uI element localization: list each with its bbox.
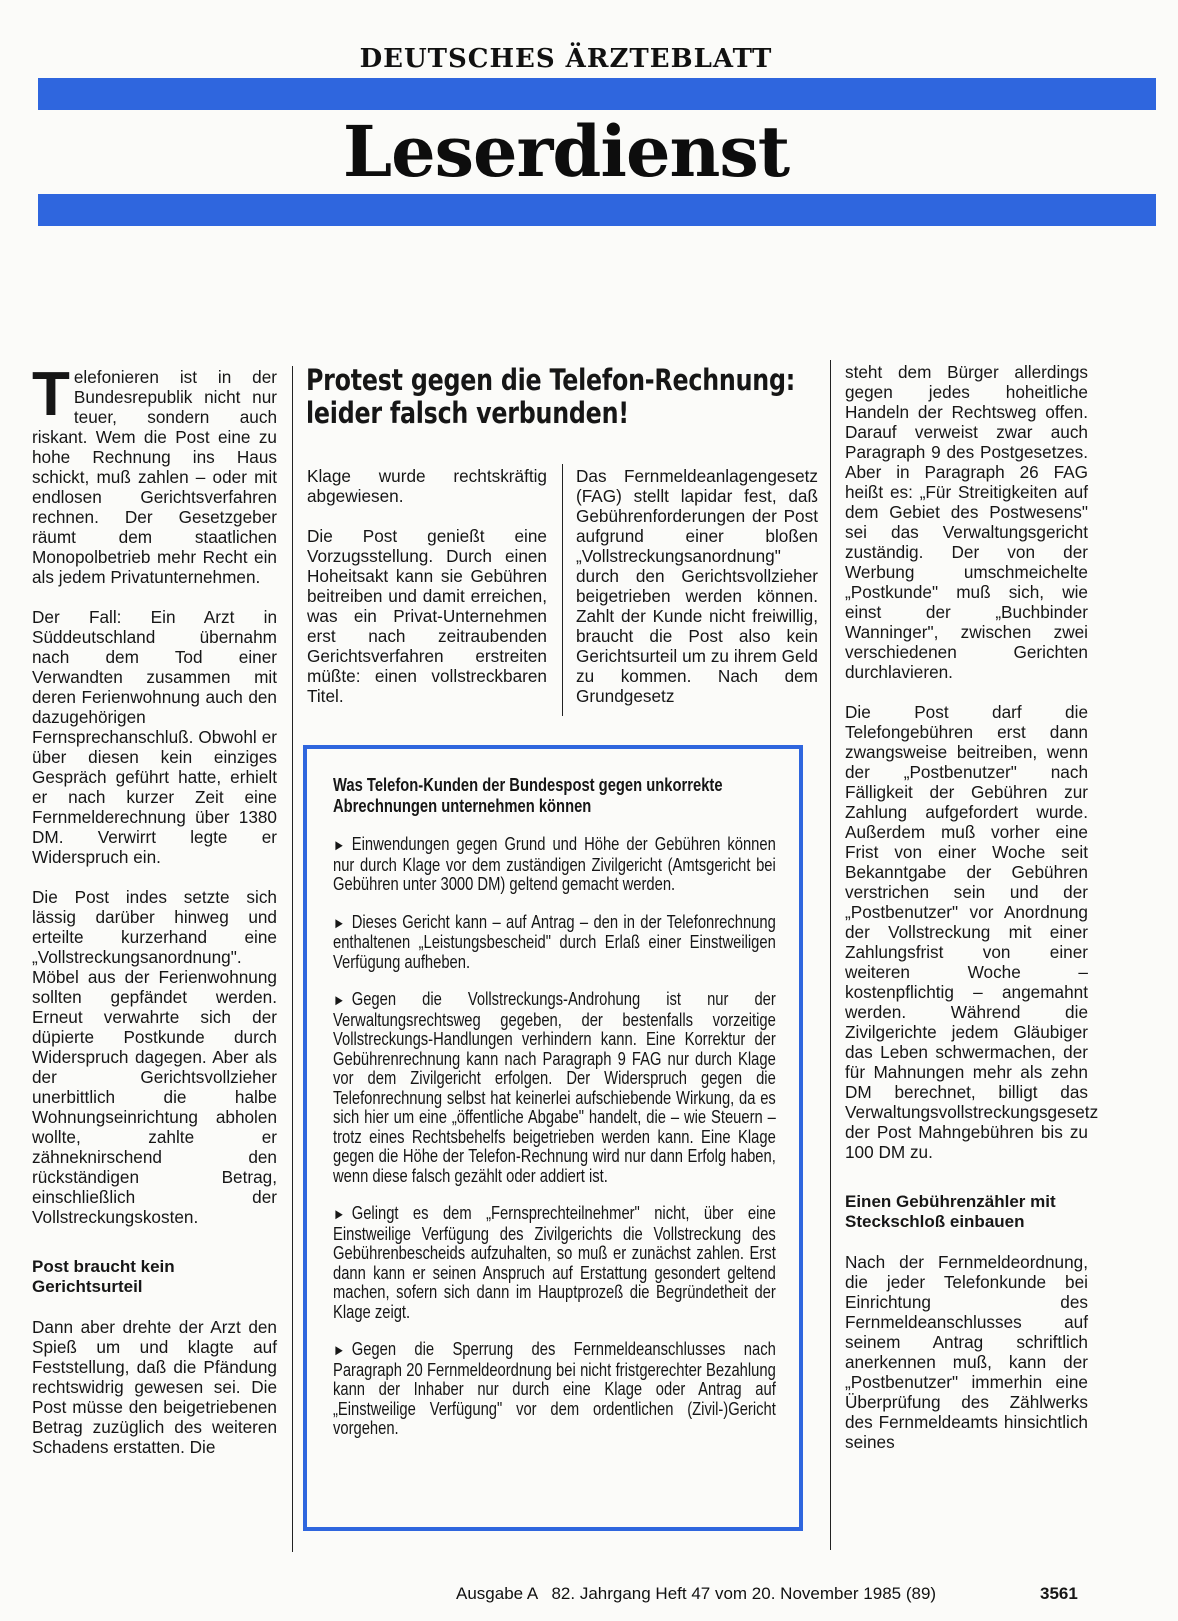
paragraph: Die Post darf die Telefongebühren erst dann zwangsweise beitreiben, wenn der „Postbenutzer" nach Fälligkeit der Gebühren zur Zahlung aufgefordert wurde. Außerdem muß vorher eine Frist von einer Woche seit Bekanntgabe der Gebühren verstrichen sein und der „Postbenutzer" vor Anordnung der Vollstreckung mit einer Zahlungsfrist von einer weiteren Woche – kostenpflichtig – angemahnt werden. Während die Zivilgerichte jedem Gläubiger das Leben schwermachen, der für Mahnungen mehr als zehn DM berechnet, billigt das Verwaltungsvollstreckungsgesetz der Post Mahngebühren bis zu 100 DM zu. — [845, 702, 1099, 1162]
bullet-arrow-icon: ► — [333, 914, 346, 932]
paragraph: steht dem Bürger allerdings gegen jedes hoheitliche Handeln der Rechtsweg offen. Darauf verweist zwar auch Paragraph 9 des Postgesetzes. Aber in Paragraph 26 FAG heißt es: „Für Streitigkeiten auf dem Gebiet des Postwesens" sei das Verwaltungsgericht zuständig. Der von der Werbung umschmeichelte „Postkunde" muß sich, wie einst der „Buchbinder Wanninger", zwischen zwei verschiedenen Gerichten durchlavieren. — [845, 362, 1088, 682]
bullet-text: Einwendungen gegen Grund und Höhe der Gebühren können nur durch Klage vor dem zuständigen Zivilgericht (Amtsgericht bei Gebühren unter 3000 DM) geltend gemacht werden. — [333, 834, 776, 894]
info-box — [303, 745, 803, 1531]
bullet-text: Gegen die Vollstreckungs-Androhung ist nur der Verwaltungsrechtsweg gegeben, der bestenfalls vorzeitige Vollstreckungs-Handlungen verhindern kann. Eine Korrektur der Gebührenrechnung kann nach Paragraph 9 FAG nur durch Klage vor dem Zivilgericht erfolgen. Der Widerspruch gegen die Telefonrechnung selbst hat keinerlei aufschiebende Wirkung, da es sich hier um eine „öffentliche Abgabe" handelt, die – wie Steuern – trotz eines Rechtsbehelfs beigetrieben werden kann. Eine Klage gegen die Höhe der Telefon-Rechnung wird nur dann Erfolg haben, wenn diese falsch gezählt oder addiert ist. — [333, 989, 776, 1186]
paragraph-text: elefonieren ist in der Bundesrepublik nicht nur teuer, sondern auch riskant. Wem die Post eine zu hohe Rechnung ins Haus schickt, muß zahlen – oder mit endlosen Gerichtsverfahren rechnen. Der Gesetzgeber räumt dem staatlichen Monopolbetrieb mehr Recht ein als jedem Privatunternehmen. — [32, 367, 277, 587]
masthead: DEUTSCHES ÄRZTEBLATT — [359, 44, 773, 74]
paragraph: Nach der Fernmeldeordnung, die jeder Telefonkunde bei Einrichtung des Fernmeldeanschlusses auf seinem Antrag schriftlich anerkennen muß, kann der „Postbenutzer" immerhin eine Überprüfung des Zählwerks des Fernmeldeamts hinsichtlich seines — [845, 1252, 1088, 1452]
article-column-3 — [576, 466, 818, 726]
subheading: Einen Gebührenzähler mit Steckschloß einbauen — [845, 1192, 1056, 1231]
article-column-1 — [32, 360, 277, 1477]
info-bullet — [333, 835, 776, 895]
drop-cap: T — [32, 360, 70, 429]
column-rule — [830, 360, 831, 1550]
paragraph: Die Post genießt eine Vorzugsstellung. Durch einen Hoheitsakt kann sie Gebühren beitreiben und damit erreichen, was ein Privat-Unternehmen erst nach zeitraubenden Gerichtsverfahren erstreiten müßte: einen vollstreckbaren Titel. — [307, 526, 547, 706]
bullet-arrow-icon: ► — [333, 1342, 346, 1359]
issue-info: Ausgabe A 82. Jahrgang Heft 47 vom 20. November 1985 (89) — [456, 1584, 937, 1603]
paragraph: Das Fernmeldeanlagengesetz (FAG) stellt lapidar fest, daß Gebührenforderungen der Post aufgrund einer bloßen „Vollstreckungsanordnung" durch den Gerichtsvollzieher beigetrieben werden können. Zahlt der Kunde nicht freiwillig, braucht die Post also kein Gerichtsurteil um zu ihrem Geld zu kommen. Nach dem Grundgesetz — [576, 466, 818, 706]
intro-paragraph — [32, 360, 277, 587]
bullet-arrow-icon: ► — [333, 1206, 346, 1223]
article-headline — [306, 364, 814, 430]
bullet-text: Dieses Gericht kann – auf Antrag – den in der Telefonrechnung enthaltenen „Leistungsbescheid" durch Erlaß einer Einstweiligen Verfügung aufheben. — [333, 911, 776, 972]
paragraph: Der Fall: Ein Arzt in Süddeutschland übernahm nach dem Tod einer Verwandten zusammen mit deren Ferienwohnung auch den dazugehörigen Fernsprechanschluß. Obwohl er über diesen kein einziges Gespräch geführt hatte, erhielt er nach kurzer Zeit eine Fernmelderechnung über 1380 DM. Verwirrt legte er Widerspruch ein. — [32, 607, 277, 867]
bullet-text: Gegen die Sperrung des Fernmeldeanschlusses nach Paragraph 20 Fernmeldeordnung bei nicht fristgerechter Bezahlung kann der Inhaber nur durch eine Klage oder Antrag auf „Einstweilige Verfügung" vor dem ordentlichen (Zivil-)Gericht vorgehen. — [333, 1339, 776, 1438]
headline-line: Protest gegen die Telefon-Rechnung: — [306, 363, 796, 397]
bullet-arrow-icon: ► — [333, 992, 346, 1009]
bullet-arrow-icon: ► — [333, 837, 346, 854]
page-number: 3561 — [1040, 1584, 1078, 1603]
column-rule — [562, 464, 563, 716]
section-title: Leserdienst — [342, 110, 790, 193]
info-bullet — [333, 1204, 776, 1322]
info-bullet — [333, 1340, 776, 1439]
headline-line: leider falsch verbunden! — [306, 396, 629, 430]
info-box-title: Was Telefon-Kunden der Bundespost gegen unkorrekte Abrechnungen unternehmen können — [333, 775, 723, 816]
subheading: Post braucht kein Gerichtsurteil — [32, 1257, 175, 1296]
column-rule — [292, 366, 293, 1552]
article-column-2 — [307, 466, 547, 726]
header-band-bottom — [38, 194, 1156, 226]
info-bullet — [333, 913, 776, 973]
paragraph: Die Post indes setzte sich lässig darüber hinweg und erteilte kurzerhand eine „Vollstreckungsanordnung". Möbel aus der Ferienwohnung sollten gepfändet werden. Erneut verwahrte sich der düpierte Postkunde durch Widerspruch dagegen. Aber als der Gerichtsvollzieher unerbittlich die halbe Wohnungseinrichtung abholen wollte, zahlte er zähneknirschend den rückständigen Betrag, einschließlich der Vollstreckungskosten. — [32, 887, 277, 1227]
paragraph: Dann aber drehte der Arzt den Spieß um und klagte auf Feststellung, daß die Pfändung rechtswidrig gewesen sei. Die Post müsse den beigetriebenen Betrag zuzüglich des weiteren Schadens erstatten. Die — [32, 1317, 277, 1457]
info-bullet — [333, 990, 776, 1186]
header-band-top — [38, 78, 1156, 110]
bullet-text: Gelingt es dem „Fernsprechteilnehmer" nicht, über eine Einstweilige Verfügung des Zivilgerichts die Vollstreckung des Gebührenbescheids aufzuhalten, so muß er zunächst zahlen. Erst dann kann er seinen Anspruch auf Erstattung gesondert geltend machen, sofern sich dann im Hauptprozeß die Begründetheit der Klage zeigt. — [333, 1203, 776, 1322]
article-column-4 — [845, 362, 1099, 1472]
paragraph: Klage wurde rechtskräftig abgewiesen. — [307, 466, 547, 506]
